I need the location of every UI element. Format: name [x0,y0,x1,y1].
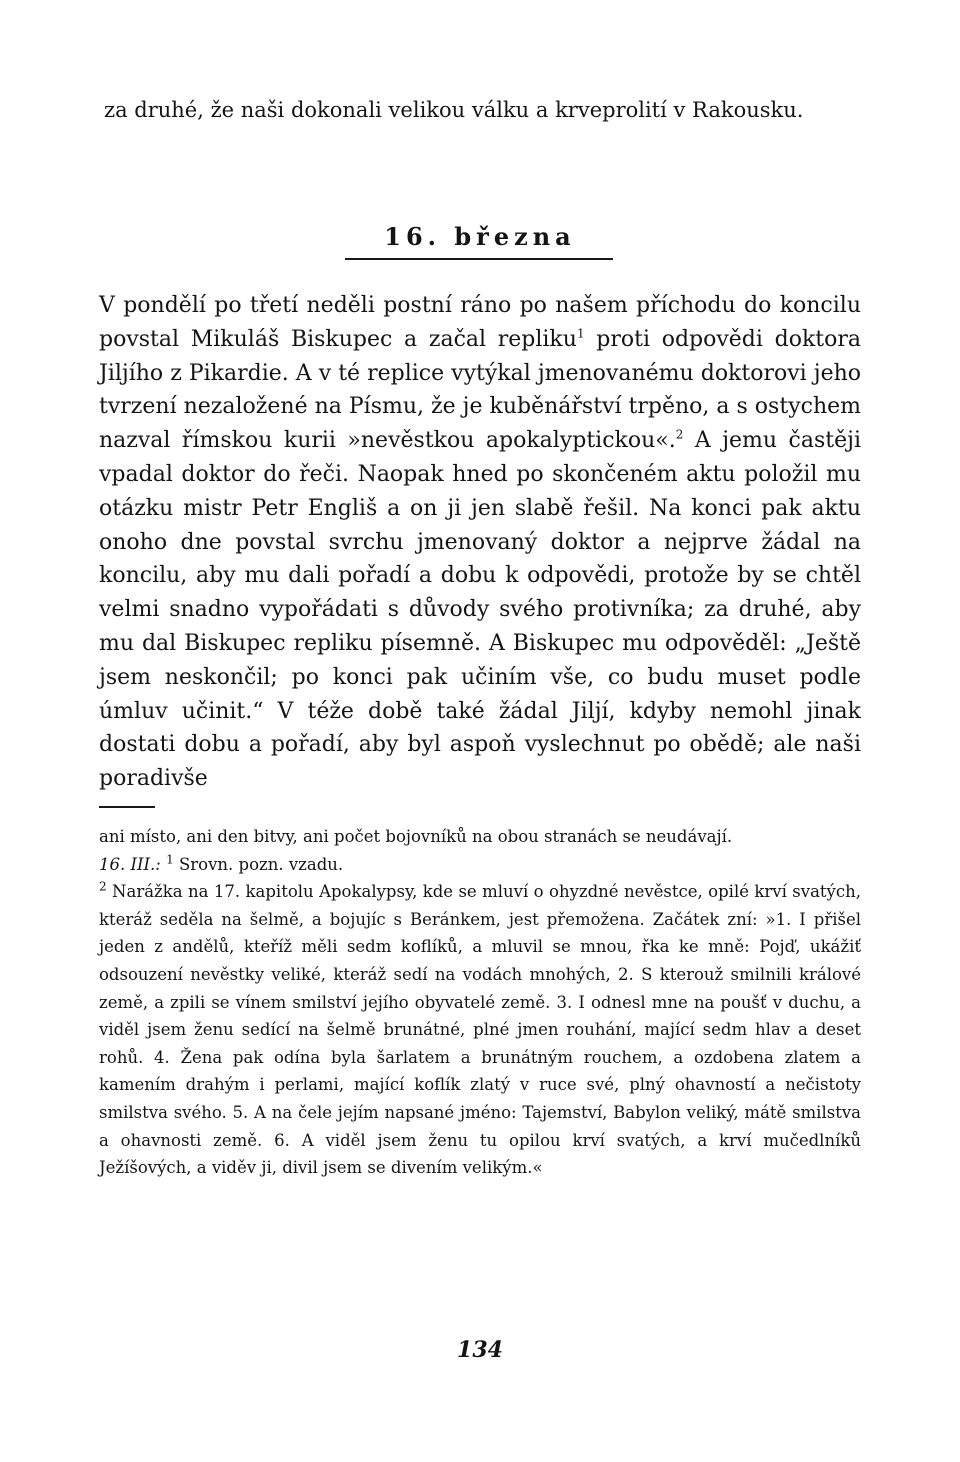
body-text-part-3: A jemu častěji vpadal doktor do řeči. Naopak hned po skončeném aktu položil mu otázku mistr Petr Engliš a on ji jen slabě řešil. Na konci pak aktu onoho dne povstal svrchu jmenovaný doktor a nejprve žádal na koncilu, aby mu dali pořadí a dobu k odpovědi, protože by se chtěl velmi snadno vypořádati s důvody svého protivníka; za druhé, aby mu dal Biskupec repliku písemně. A Biskupec mu odpověděl: „Ještě jsem neskončil; po konci pak učiním vše, co budu muset podle úmluv učinit.“ V téže době také žádal Jiljí, kdyby nemohl jinak dostati dobu a pořadí, aby byl aspoň vyslechnut po obědě; ale naši poradivše [99,428,861,792]
body-text-part-1: V pondělí po třetí neděli postní ráno po našem příchodu do koncilu povstal Mikuláš Biskupec a začal repliku [99,293,861,352]
footnote-2 [99,878,861,1182]
footnote-ref-1: 1 [576,326,585,341]
date-heading: 16. března [384,222,576,251]
footnote-2-mark: 2 [99,879,107,894]
main-paragraph [99,289,861,796]
footnote-ref-2: 2 [675,427,684,442]
body-text-part-2: proti odpovědi doktora Jiljího z Pikardie. A v té replice vytýkal jmenovanému doktorovi jeho tvrzení nezaložené na Písmu, že je kuběnářství trpěno, a s ostychem nazval římskou kurii »nevěstkou apokalyptickou«. [99,326,861,454]
footnote-rule [99,806,155,808]
footnotes [99,823,861,1182]
continued-paragraph: za druhé, že naši dokonali velikou válku a krveprolití v Rakousku. [104,98,804,122]
footnote-1-mark: 1 [166,852,174,867]
footnote-2-text: Narážka na 17. kapitolu Apokalypsy, kde se mluví o ohyzdné nevěstce, opilé krví svatých, kteráž seděla na šelmě, a bojujíc s Beránkem, jest přemožena. Začátek zní: »1. I přišel jeden z andělů, kteříž měli sedm koflíků, a mluvil se mnou, řka ke mně: Pojď, ukážiť odsouzení nevěstky veliké, kteráž sedí na vodách mnohých, 2. S kterouž smilnili králové země, a zpili se vínem smilství jejího obyvatelé země. 3. I odnesl mne na poušť v duchu, a viděl jsem ženu sedící na šelmě brunátné, plné jmen rouhání, mající sedm hlav a deset rohů. 4. Žena pak odína byla šarlatem a brunátným rouchem, a ozdobena zlatem a kamením drahým i perlami, mající koflík zlatý v ruce své, plný ohavností a nečistoty smilstva svého. 5. A na čele jejím napsané jméno: Tajemství, Babylon veliký, mátě smilstva a ohavnosti země. 6. A viděl jsem ženu tu opilou krví svatých, a krví mučedlníků Ježíšových, a viděv ji, divil jsem se divením velikým.« [99,882,861,1178]
footnote-1 [99,851,861,879]
footnote-continued: ani místo, ani den bitvy, ani počet bojovníků na obou stranách se neudávají. [99,827,733,846]
heading-rule [345,258,613,260]
footnote-1-label: 16. III.: [99,854,161,874]
page-number: 134 [457,1337,503,1363]
footnote-1-text: Srovn. pozn. vzadu. [173,854,344,874]
